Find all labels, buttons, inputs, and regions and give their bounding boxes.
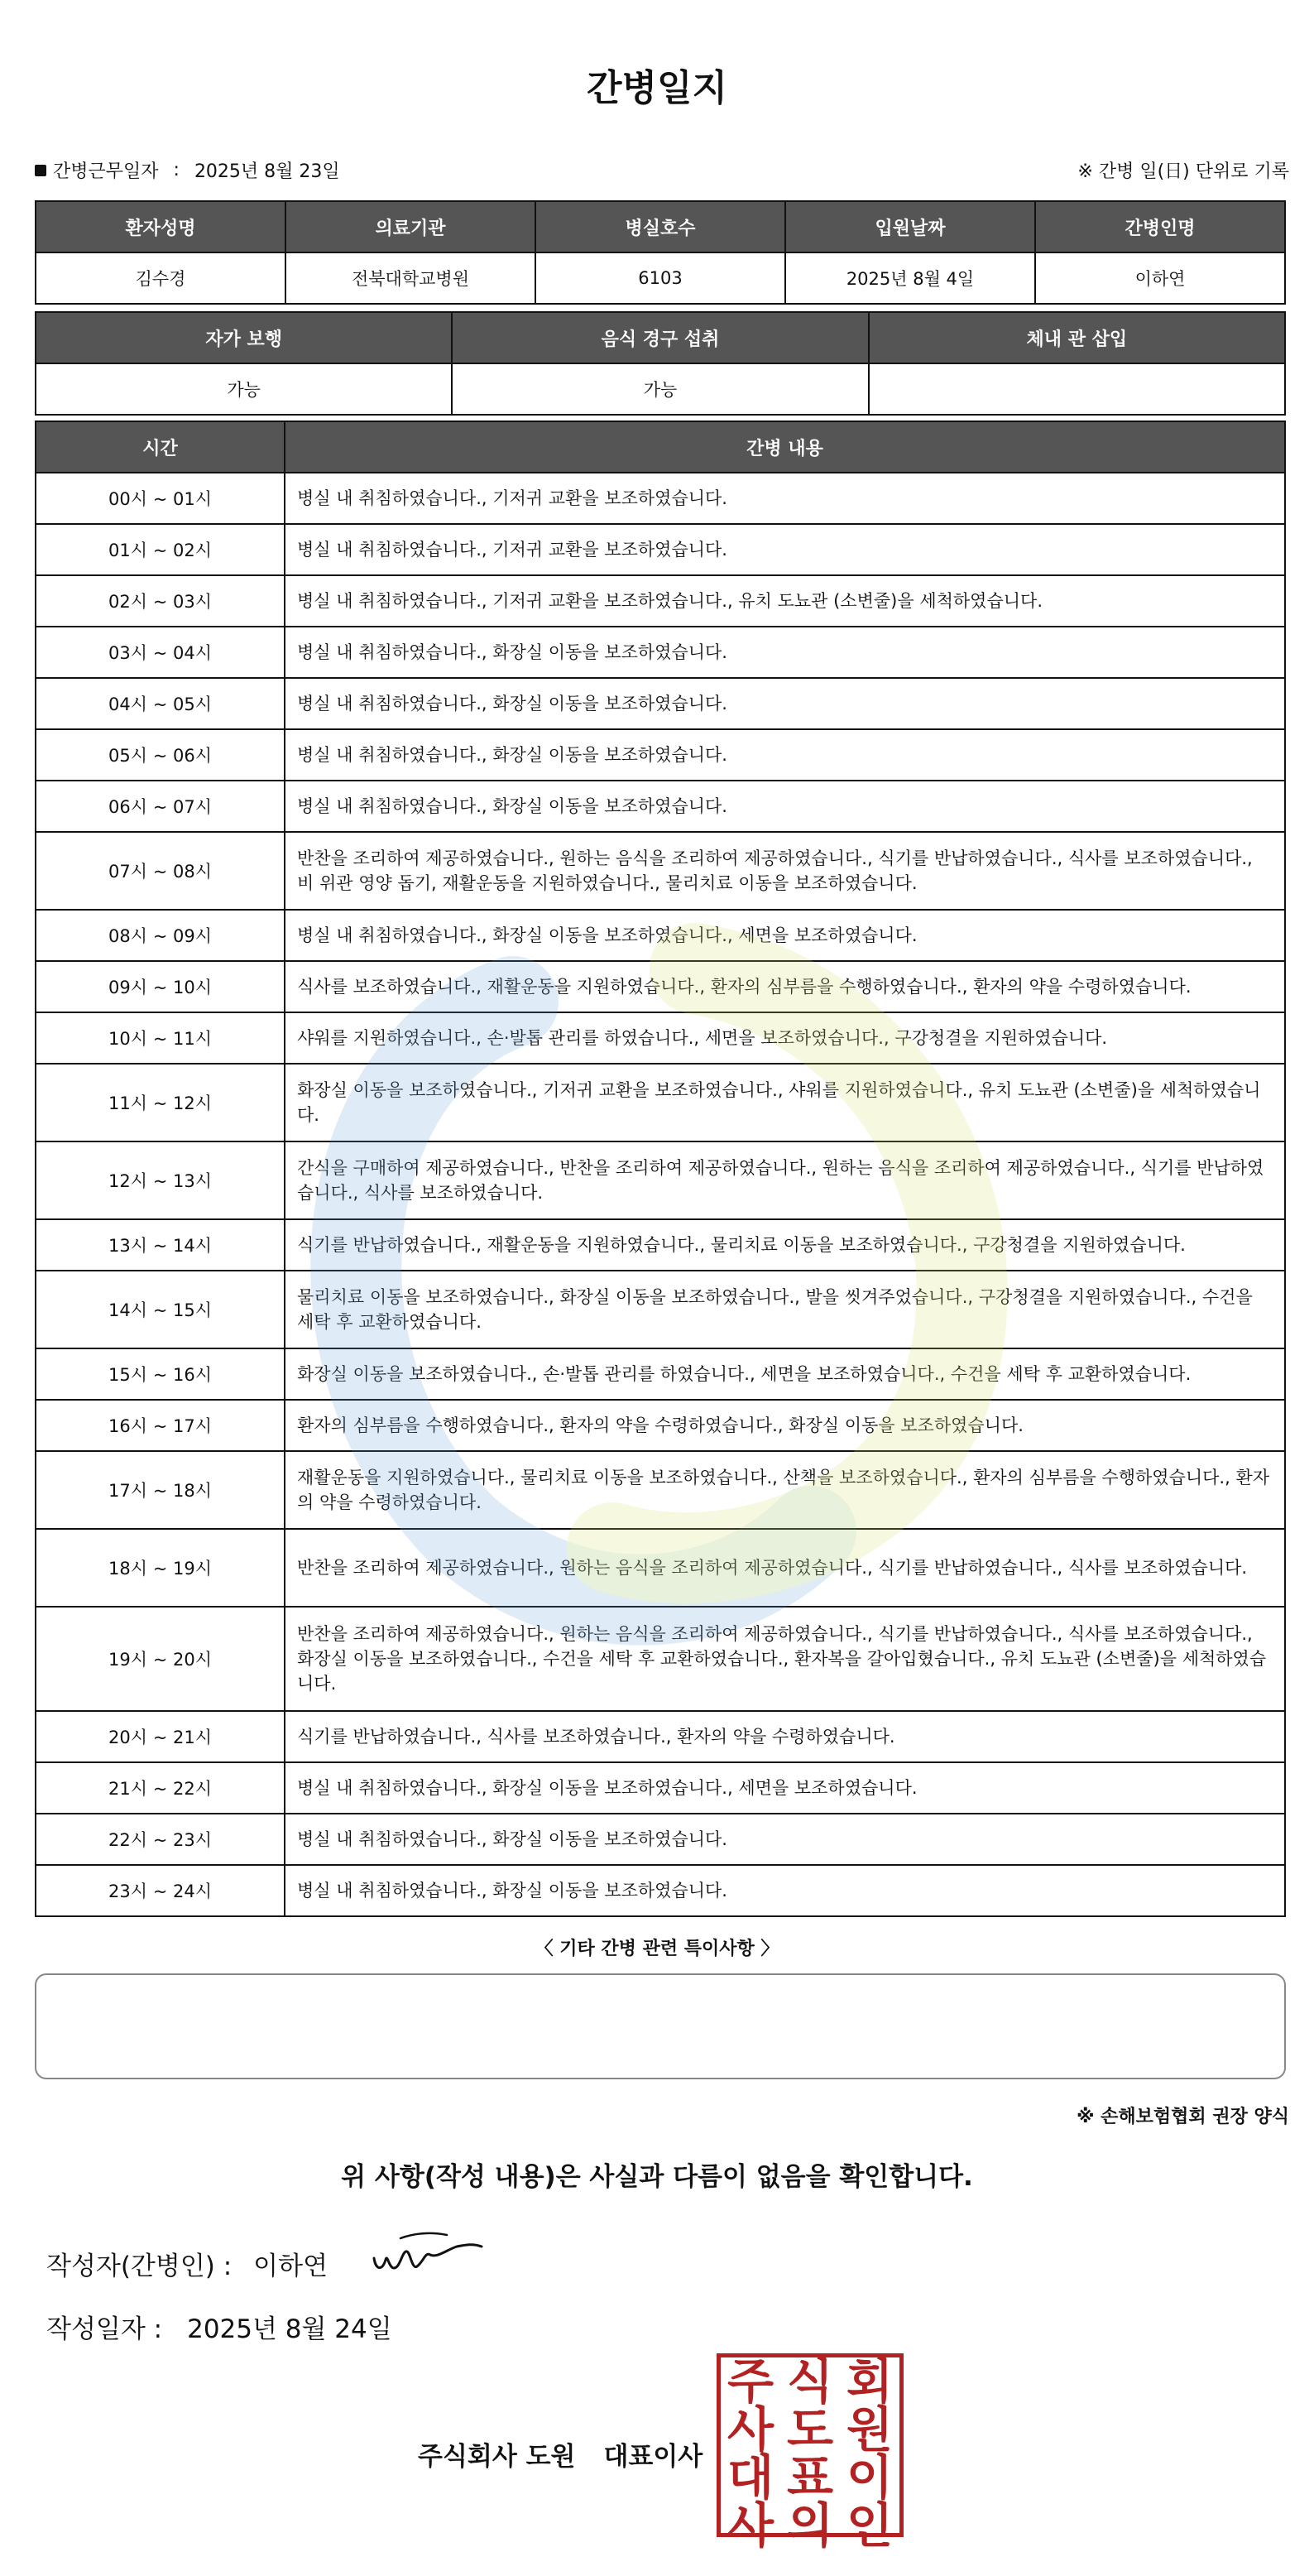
seal-glyph: 식 (786, 2353, 834, 2410)
header-patient-name: 환자성명 (36, 201, 285, 252)
seal-glyph: 사 (727, 2497, 774, 2554)
seal-glyph: 도 (786, 2401, 834, 2458)
company-seal-stamp (717, 2353, 904, 2554)
header-admit-date: 입원날짜 (785, 201, 1035, 252)
room-number: 6103 (535, 252, 785, 304)
log-row (36, 1271, 1285, 1348)
log-time: 12시 ~ 13시 (36, 1141, 285, 1219)
log-time: 04시 ~ 05시 (36, 678, 285, 729)
seal-glyph: 인 (846, 2497, 894, 2554)
seal-glyph: 이 (846, 2449, 894, 2506)
seal-glyph: 원 (846, 2401, 894, 2458)
log-content: 화장실 이동을 보조하였습니다., 기저귀 교환을 보조하였습니다., 샤워를 지원하였습니다., 유치 도뇨관 (소변줄)을 세척하였습니다. (285, 1064, 1285, 1141)
company-role: 대표이사 (603, 2442, 703, 2472)
log-time: 09시 ~ 10시 (36, 961, 285, 1012)
log-row (36, 1012, 1285, 1064)
writer-label: 작성자(간병인) : (46, 2252, 233, 2281)
log-time: 20시 ~ 21시 (36, 1711, 285, 1762)
log-content: 병실 내 취침하였습니다., 화장실 이동을 보조하였습니다. (285, 627, 1285, 678)
log-content: 식기를 반납하였습니다., 식사를 보조하였습니다., 환자의 약을 수령하였습니다. (285, 1711, 1285, 1762)
seal-glyph: 의 (786, 2497, 834, 2554)
writer-name: 이하연 (253, 2252, 328, 2281)
walking-value: 가능 (36, 363, 452, 415)
log-time: 02시 ~ 03시 (36, 575, 285, 627)
log-row (36, 1762, 1285, 1814)
log-row (36, 1400, 1285, 1451)
hospital-name: 전북대학교병원 (285, 252, 535, 304)
recommend-note: ※ 손해보험협회 권장 양식 (1077, 2107, 1289, 2127)
log-time: 23시 ~ 24시 (36, 1865, 285, 1916)
log-content: 병실 내 취침하였습니다., 화장실 이동을 보조하였습니다. (285, 729, 1285, 781)
log-row (36, 832, 1285, 910)
unit-note: ※ 간병 일(日) 단위로 기록 (1077, 161, 1289, 182)
log-row (36, 575, 1285, 627)
log-content: 병실 내 취침하였습니다., 화장실 이동을 보조하였습니다., 세면을 보조하였습니다. (285, 910, 1285, 961)
seal-glyph: 주 (727, 2353, 774, 2410)
log-content: 식기를 반납하였습니다., 재활운동을 지원하였습니다., 물리치료 이동을 보조하였습니다., 구강청결을 지원하였습니다. (285, 1219, 1285, 1271)
company-name: 주식회사 도원 (418, 2442, 576, 2472)
work-date-row (35, 157, 340, 183)
log-content: 병실 내 취침하였습니다., 기저귀 교환을 보조하였습니다., 유치 도뇨관 (소변줄)을 세척하였습니다. (285, 575, 1285, 627)
log-content: 간식을 구매하여 제공하였습니다., 반찬을 조리하여 제공하였습니다., 원하는 음식을 조리하여 제공하였습니다., 식기를 반납하였습니다., 식사를 보조하였습니다. (285, 1141, 1285, 1219)
patient-info-table (35, 200, 1286, 305)
log-row (36, 1814, 1285, 1865)
log-time: 16시 ~ 17시 (36, 1400, 285, 1451)
log-row (36, 1064, 1285, 1141)
tube-insertion-value (869, 363, 1285, 415)
log-row (36, 627, 1285, 678)
log-row (36, 678, 1285, 729)
log-content: 병실 내 취침하였습니다., 기저귀 교환을 보조하였습니다. (285, 524, 1285, 575)
log-row (36, 1529, 1285, 1607)
log-row (36, 1141, 1285, 1219)
log-time: 07시 ~ 08시 (36, 832, 285, 910)
log-content: 물리치료 이동을 보조하였습니다., 화장실 이동을 보조하였습니다., 발을 씻겨주었습니다., 구강청결을 지원하였습니다., 수건을 세탁 후 교환하였습니다. (285, 1271, 1285, 1348)
log-time: 11시 ~ 12시 (36, 1064, 285, 1141)
signature-image (364, 2227, 488, 2285)
write-date-label: 작성일자 : (46, 2314, 163, 2344)
seal-glyph: 회 (846, 2353, 894, 2410)
log-time: 21시 ~ 22시 (36, 1762, 285, 1814)
log-time: 15시 ~ 16시 (36, 1348, 285, 1400)
log-time: 00시 ~ 01시 (36, 473, 285, 524)
log-time: 14시 ~ 15시 (36, 1271, 285, 1348)
caregiver-name: 이하연 (1035, 252, 1285, 304)
document-title: 간병일지 (586, 67, 727, 109)
log-content: 병실 내 취침하였습니다., 화장실 이동을 보조하였습니다. (285, 1814, 1285, 1865)
log-content: 병실 내 취침하였습니다., 화장실 이동을 보조하였습니다., 세면을 보조하였습니다. (285, 1762, 1285, 1814)
header-care-content: 간병 내용 (285, 421, 1285, 473)
patient-name: 김수경 (36, 252, 285, 304)
work-date-value: 2025년 8월 23일 (194, 161, 340, 182)
log-time: 03시 ~ 04시 (36, 627, 285, 678)
bullet-square-icon (35, 165, 46, 176)
confirm-statement: 위 사항(작성 내용)은 사실과 다름이 없음을 확인합니다. (341, 2162, 973, 2192)
log-content: 병실 내 취침하였습니다., 기저귀 교환을 보조하였습니다. (285, 473, 1285, 524)
header-caregiver: 간병인명 (1035, 201, 1285, 252)
write-date-row (46, 2308, 392, 2345)
header-time: 시간 (36, 421, 285, 473)
oral-intake-value: 가능 (452, 363, 868, 415)
log-content: 식사를 보조하였습니다., 재활운동을 지원하였습니다., 환자의 심부름을 수행하였습니다., 환자의 약을 수령하였습니다. (285, 961, 1285, 1012)
writer-row (46, 2245, 328, 2282)
write-date-value: 2025년 8월 24일 (187, 2314, 392, 2344)
log-time: 17시 ~ 18시 (36, 1451, 285, 1529)
special-notes-box (35, 1973, 1286, 2079)
log-row (36, 524, 1285, 575)
log-content: 병실 내 취침하였습니다., 화장실 이동을 보조하였습니다. (285, 781, 1285, 832)
log-content: 샤워를 지원하였습니다., 손·발톱 관리를 하였습니다., 세면을 보조하였습니다., 구강청결을 지원하였습니다. (285, 1012, 1285, 1064)
company-row (418, 2435, 703, 2473)
log-time: 08시 ~ 09시 (36, 910, 285, 961)
header-tube-insertion: 체내 관 삽입 (869, 312, 1285, 363)
log-content: 반찬을 조리하여 제공하였습니다., 원하는 음식을 조리하여 제공하였습니다., 식기를 반납하였습니다., 식사를 보조하였습니다. (285, 1529, 1285, 1607)
log-row (36, 473, 1285, 524)
admit-date: 2025년 8월 4일 (785, 252, 1035, 304)
log-row (36, 1865, 1285, 1916)
log-content: 반찬을 조리하여 제공하였습니다., 원하는 음식을 조리하여 제공하였습니다., 식기를 반납하였습니다., 식사를 보조하였습니다., 화장실 이동을 보조하였습니다., 수건을 세탁 후 교환하였습니다., 환자복을 갈아입혔습니다., 유치 도뇨관 (소변줄)을 세척하였습니다. (285, 1607, 1285, 1711)
log-row (36, 1348, 1285, 1400)
log-row (36, 729, 1285, 781)
seal-glyph: 사 (727, 2401, 774, 2458)
header-walking: 자가 보행 (36, 312, 452, 363)
log-row (36, 1451, 1285, 1529)
header-oral-intake: 음식 경구 섭취 (452, 312, 868, 363)
log-row (36, 1219, 1285, 1271)
log-content: 병실 내 취침하였습니다., 화장실 이동을 보조하였습니다. (285, 678, 1285, 729)
log-content: 재활운동을 지원하였습니다., 물리치료 이동을 보조하였습니다., 산책을 보조하였습니다., 환자의 심부름을 수행하였습니다., 환자의 약을 수령하였습니다. (285, 1451, 1285, 1529)
header-room: 병실호수 (535, 201, 785, 252)
ability-table (35, 311, 1286, 416)
special-notes-label: 〈 기타 간병 관련 특이사항 〉 (535, 1939, 779, 1959)
log-time: 06시 ~ 07시 (36, 781, 285, 832)
log-row (36, 1711, 1285, 1762)
log-time: 10시 ~ 11시 (36, 1012, 285, 1064)
header-hospital: 의료기관 (285, 201, 535, 252)
log-content: 환자의 심부름을 수행하였습니다., 환자의 약을 수령하였습니다., 화장실 이동을 보조하였습니다. (285, 1400, 1285, 1451)
log-content: 반찬을 조리하여 제공하였습니다., 원하는 음식을 조리하여 제공하였습니다., 식기를 반납하였습니다., 식사를 보조하였습니다., 비 위관 영양 돕기, 재활운동을 지원하였습니다., 물리치료 이동을 보조하였습니다. (285, 832, 1285, 910)
log-time: 18시 ~ 19시 (36, 1529, 285, 1607)
log-row (36, 910, 1285, 961)
log-time: 01시 ~ 02시 (36, 524, 285, 575)
log-content: 화장실 이동을 보조하였습니다., 손·발톱 관리를 하였습니다., 세면을 보조하였습니다., 수건을 세탁 후 교환하였습니다. (285, 1348, 1285, 1400)
log-time: 05시 ~ 06시 (36, 729, 285, 781)
log-time: 22시 ~ 23시 (36, 1814, 285, 1865)
care-log-table (35, 421, 1286, 1917)
log-row (36, 1607, 1285, 1711)
seal-glyph: 대 (727, 2449, 774, 2506)
work-date-sep: : (173, 160, 180, 180)
seal-glyph: 표 (786, 2449, 834, 2506)
log-content: 병실 내 취침하였습니다., 화장실 이동을 보조하였습니다. (285, 1865, 1285, 1916)
log-time: 13시 ~ 14시 (36, 1219, 285, 1271)
log-time: 19시 ~ 20시 (36, 1607, 285, 1711)
log-row (36, 781, 1285, 832)
work-date-label: 간병근무일자 (53, 161, 159, 182)
log-row (36, 961, 1285, 1012)
